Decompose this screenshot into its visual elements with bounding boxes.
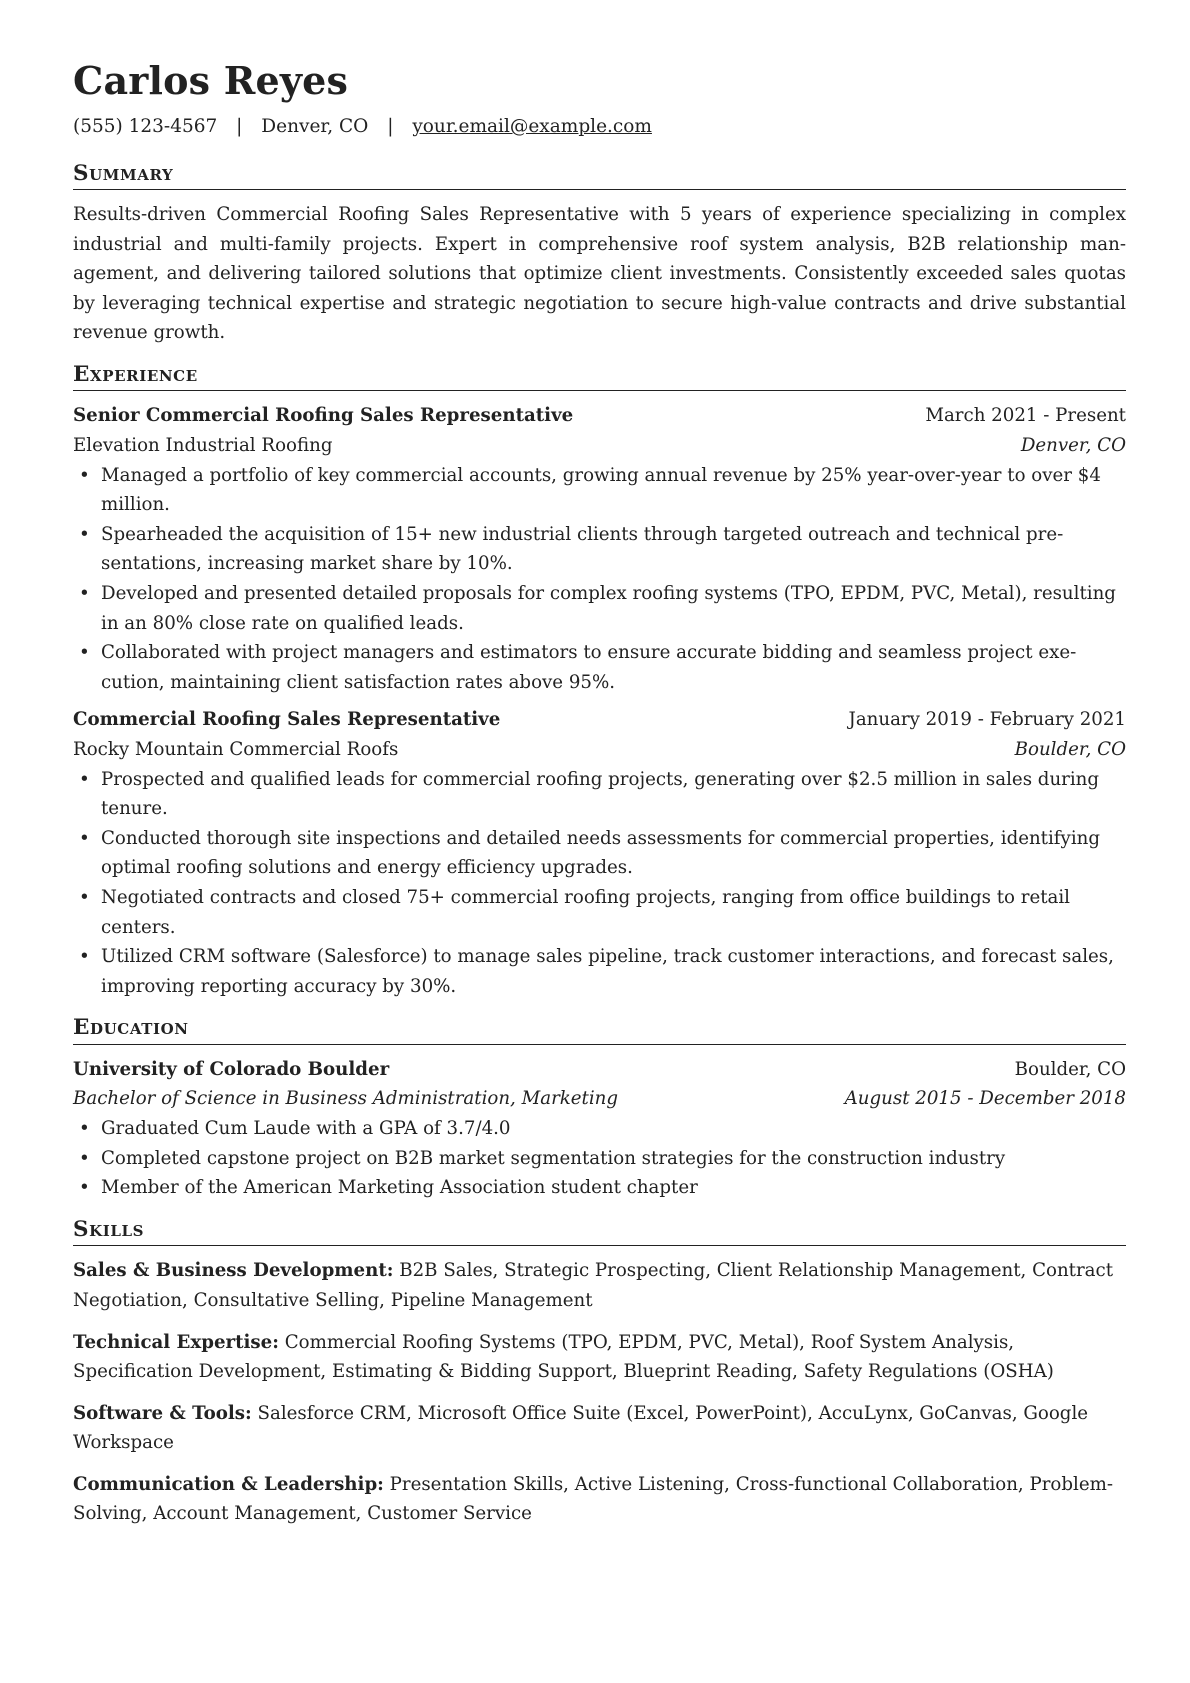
job-company-row xyxy=(73,431,1126,461)
skill-items: Salesforce CRM, Microsoft Office Suite (Excel, PowerPoint), AccuLynx, GoCanvas, Google Workspace xyxy=(73,1402,1089,1454)
skill-label: Sales & Business Development: xyxy=(73,1260,394,1282)
job-bullets xyxy=(73,461,1126,698)
job-entry xyxy=(73,705,1126,1001)
job-role: Commercial Roofing Sales Representative xyxy=(73,709,501,731)
skill-label: Software & Tools: xyxy=(73,1402,252,1424)
job-location: Denver, CO xyxy=(1020,435,1126,457)
bullet-item: • Spearheaded the acquisition of 15+ new industrial clients through targeted outreach and technical presentations, increasing market share by 10%. xyxy=(73,520,1126,579)
bullet-item: • Developed and presented detailed proposals for complex roofing systems (TPO, EPDM, PVC, Metal), resulting in an 80% close rate on qualified leads. xyxy=(73,579,1126,638)
job-company-row xyxy=(73,735,1126,765)
skill-items: Commercial Roofing Systems (TPO, EPDM, PVC, Metal), Roof System Analysis, Specification Development, Estimating & Bidding Support, Blueprint Reading, Safety Regulations (OSHA) xyxy=(73,1331,1054,1383)
job-bullets xyxy=(73,765,1126,1002)
section-title-summary: Summary xyxy=(73,163,1126,191)
job-dates: January 2019 - February 2021 xyxy=(848,709,1126,731)
job-location: Boulder, CO xyxy=(1014,739,1126,760)
bullet-item: • Negotiated contracts and closed 75+ commercial roofing projects, ranging from office buildings to retail centers. xyxy=(73,883,1126,942)
degree-text: Bachelor of Science in Business Administration, Marketing xyxy=(73,1088,619,1110)
education-section xyxy=(73,1017,1126,1202)
bullet-item: • Utilized CRM software (Salesforce) to manage sales pipeline, track customer interactions, and forecast sales, improving reporting accuracy by 30%. xyxy=(73,942,1126,1001)
section-title-skills: Skills xyxy=(73,1219,1126,1247)
skill-items: Presentation Skills, Active Listening, Cross-functional Collaboration, Problem-Solving, Account Management, Customer Service xyxy=(73,1473,1113,1525)
phone-text: (555) 123-4567 xyxy=(73,116,218,137)
skill-items: B2B Sales, Strategic Prospecting, Client Relationship Management, Contract Negotiation, Consultative Selling, Pipeline Management xyxy=(73,1260,1114,1311)
section-title-education: Education xyxy=(73,1017,1126,1045)
bullet-item: • Collaborated with project managers and estimators to ensure accurate bidding and seamless project execution, maintaining client satisfaction rates above 95%. xyxy=(73,638,1126,697)
bullet-item: • Managed a portfolio of key commercial accounts, growing annual revenue by 25% year-over-year to over $4 million. xyxy=(73,461,1126,520)
job-header-row xyxy=(73,401,1126,431)
email-link[interactable]: your.email@example.com xyxy=(412,116,652,137)
bullet-item: • Member of the American Marketing Association student chapter xyxy=(73,1173,1126,1203)
education-header-row xyxy=(73,1055,1126,1085)
skill-label: Technical Expertise: xyxy=(73,1331,279,1353)
education-entry xyxy=(73,1055,1126,1203)
skill-label: Communication & Leadership: xyxy=(73,1473,384,1495)
skill-group xyxy=(73,1328,1126,1387)
candidate-name: Carlos Reyes xyxy=(73,58,349,103)
skill-group xyxy=(73,1470,1126,1529)
contact-separator: | xyxy=(236,116,243,137)
skill-group xyxy=(73,1399,1126,1458)
education-dates: August 2015 - December 2018 xyxy=(844,1088,1126,1110)
education-bullets xyxy=(73,1114,1126,1203)
job-entry xyxy=(73,401,1126,697)
school-name: University of Colorado Boulder xyxy=(73,1058,390,1080)
section-title-experience: Experience xyxy=(73,364,1126,392)
summary-text: Results-driven Commercial Roofing Sales Representative with 5 years of experience specializing in complex industrial and multi-family projects. Expert in comprehensive roof system analysis, B2B relationship management, and delivering tailored solutions that optimize client investments. Consistently exceeded sales quotas by leveraging technical expertise and strategic negotiation to secure high-value contracts and drive substantial revenue growth. xyxy=(73,204,1126,344)
bullet-item: • Prospected and qualified leads for commercial roofing projects, generating over $2.5 million in sales during tenure. xyxy=(73,765,1126,824)
job-dates: March 2021 - Present xyxy=(925,405,1126,427)
experience-section xyxy=(73,361,1126,1001)
contact-separator: | xyxy=(387,116,394,137)
bullet-item: • Completed capstone project on B2B market segmentation strategies for the construction industry xyxy=(73,1144,1126,1174)
job-company: Elevation Industrial Roofing xyxy=(73,435,333,457)
skills-section xyxy=(73,1216,1126,1529)
skill-group xyxy=(73,1256,1126,1315)
summary-section xyxy=(73,160,1126,348)
job-company: Rocky Mountain Commercial Roofs xyxy=(73,739,399,760)
bullet-item: • Graduated Cum Laude with a GPA of 3.7/4.0 xyxy=(73,1114,1126,1144)
degree-row xyxy=(73,1084,1126,1114)
bullet-item: • Conducted thorough site inspections and detailed needs assessments for commercial properties, identifying optimal roofing solutions and energy efficiency upgrades. xyxy=(73,824,1126,883)
job-header-row xyxy=(73,705,1126,735)
job-role: Senior Commercial Roofing Sales Representative xyxy=(73,405,574,427)
contact-line xyxy=(73,118,1126,137)
school-location: Boulder, CO xyxy=(1014,1058,1126,1080)
location-text: Denver, CO xyxy=(261,116,369,137)
